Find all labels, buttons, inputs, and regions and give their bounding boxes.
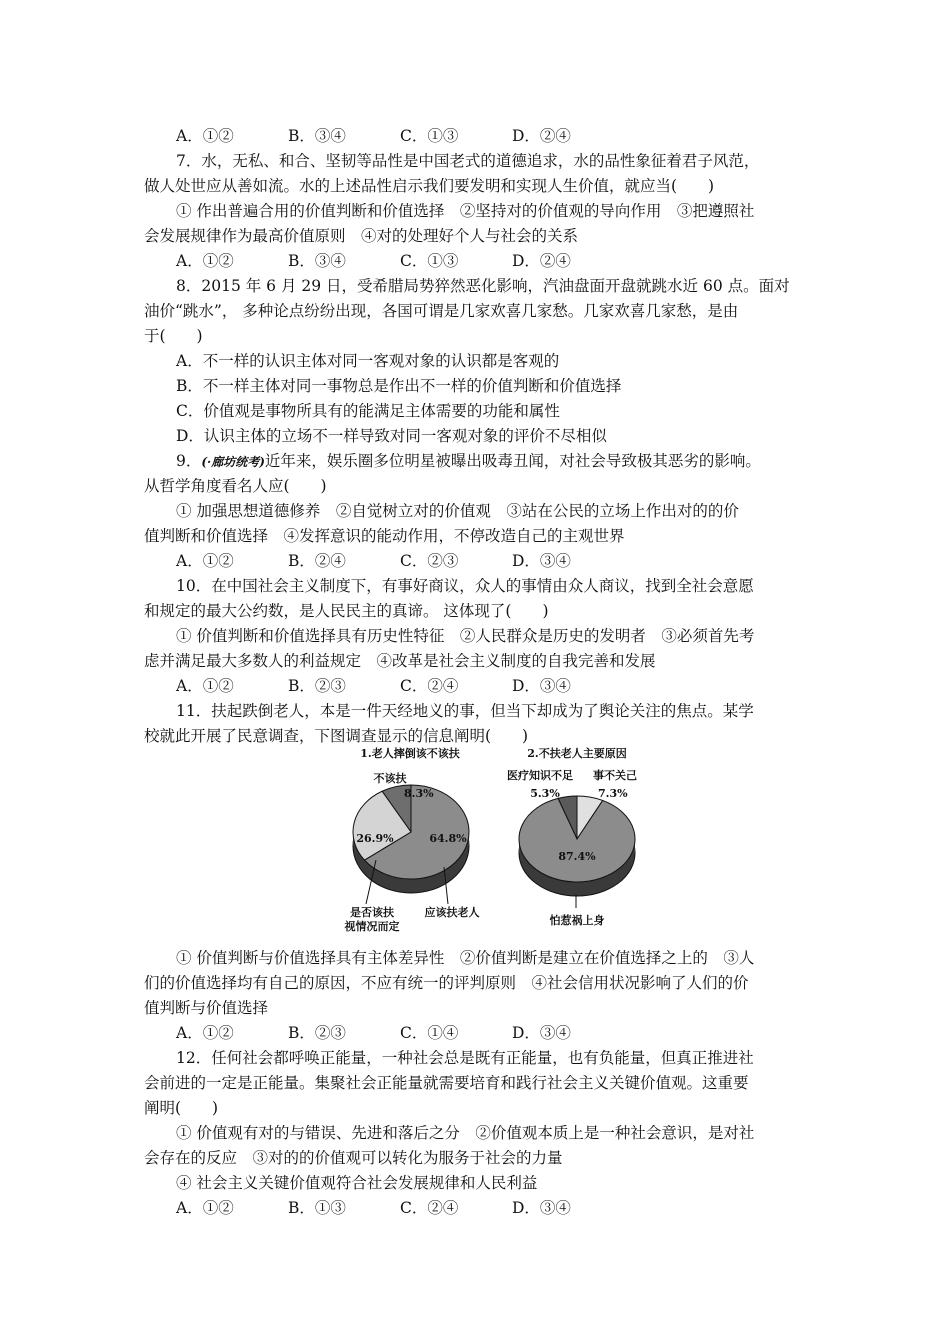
- q9-stem-first: 近年来，娱乐圈多位明星被曝出吸毒丑闻，对社会导致极其恶劣的影响。: [264, 452, 761, 470]
- q10-option-c: C．②④: [400, 677, 459, 695]
- pie1-label-depends-line2: 视情况而定: [344, 920, 400, 933]
- q10-stem-line-2: 和规定的最大公约数，是人民民主的真谛。 这体现了( ): [144, 602, 549, 620]
- q7-stem-line-1: 7．水，无私、和合、坚韧等品性是中国老式的道德追求，水的品性象征着君子风范，: [176, 152, 760, 170]
- q8-stem-line-1: 8．2015 年 6 月 29 日，受希腊局势猝然恶化影响，汽油盘面开盘就跳水近 60 点。面对: [176, 277, 790, 295]
- q8-choice-d: D．认识主体的立场不一样导致对同一客观对象的评价不尽相似: [176, 427, 607, 445]
- q8-choice-b: B．不一样主体对同一事物总是作出不一样的价值判断和价值选择: [176, 377, 622, 395]
- q10-options: [176, 674, 624, 699]
- pie2-value-fear: 87.4%: [558, 850, 596, 863]
- q11-statement-line-2: 们的价值选择均有自己的原因，不应有统一的评判原则 ④社会信用状况影响了人们的价: [144, 974, 749, 992]
- q12-options: [176, 1196, 624, 1221]
- q7-option-c: C．①③: [400, 252, 459, 270]
- q6-options: [176, 124, 624, 149]
- pie1-label-depends-line1: 是否该扶: [350, 906, 394, 919]
- q10-option-a: A．①②: [176, 677, 234, 695]
- q7-stem-line-2: 做人处世应从善如流。水的上述品性启示我们要发明和实现人生价值，就应当( ): [144, 177, 715, 195]
- q12-option-a: A．①②: [176, 1199, 234, 1217]
- q6-option-c: C．①③: [400, 127, 459, 145]
- pie2-label-notmine: 事不关己: [593, 769, 637, 782]
- survey-figure: [340, 742, 660, 934]
- q9-option-b: B．②④: [288, 552, 346, 570]
- q11-options: [176, 1021, 624, 1046]
- q6-option-d: D．②④: [512, 127, 571, 145]
- q12-option-b: B．①③: [288, 1199, 346, 1217]
- pie1-value-depends: 26.9%: [356, 832, 394, 845]
- q8-stem-line-2: 油价“跳水”， 多种论点纷纷出现，各国可谓是几家欢喜几家愁。几家欢喜几家愁，是由: [144, 302, 739, 320]
- q11-stem-line-2: 校就此开展了民意调查，下图调查显示的信息阐明( ): [144, 727, 529, 745]
- q9-statement-line-1: ① 加强思想道德修养 ②自觉树立对的价值观 ③站在公民的立场上作出对的的价: [176, 502, 739, 520]
- q7-statement-line-1: ① 作出普遍合用的价值判断和价值选择 ②坚持对的价值观的导向作用 ③把遵照社: [176, 202, 755, 220]
- q11-option-b: B．②③: [288, 1024, 346, 1042]
- pie1-value-bugaifu: 8.3%: [404, 787, 434, 800]
- q9-options: [176, 549, 624, 574]
- q6-option-a: A．①②: [176, 127, 234, 145]
- q12-option-d: D．③④: [512, 1199, 571, 1217]
- q12-statement-line-1: ① 价值观有对的与错误、先进和落后之分 ②价值观本质上是一种社会意识，是对社: [176, 1124, 755, 1142]
- q11-statement-line-1: ① 价值判断与价值选择具有主体差异性 ②价值判断是建立在价值选择之上的 ③人: [176, 949, 755, 967]
- pie2-label-fear: 怕惹祸上身: [549, 914, 605, 927]
- q10-stem-line-1: 10．在中国社会主义制度下，有事好商议，众人的事情由众人商议，找到全社会意愿: [176, 577, 754, 595]
- q10-option-b: B．②③: [288, 677, 346, 695]
- q12-stem-line-1: 12．任何社会都呼唤正能量，一种社会总是既有正能量，也有负能量，但真正推进社: [176, 1049, 754, 1067]
- q12-statement-line-3: ④ 社会主义关键价值观符合社会发展规律和人民利益: [176, 1174, 538, 1192]
- q10-option-d: D．③④: [512, 677, 571, 695]
- q9-option-a: A．①②: [176, 552, 234, 570]
- pie1-label-bugaifu: 不该扶: [373, 772, 407, 785]
- survey-pie-charts: [340, 742, 660, 934]
- pie2-value-medical: 5.3%: [530, 787, 560, 800]
- q11-stem-line-1: 11．扶起跌倒老人，本是一件天经地义的事，但当下却成为了舆论关注的焦点。某学: [176, 702, 754, 720]
- q10-statement-line-2: 虑并满足最大多数人的利益规定 ④改革是社会主义制度的自我完善和发展: [144, 652, 656, 670]
- q7-options: [176, 249, 624, 274]
- pie1-value-should: 64.8%: [429, 832, 467, 845]
- q8-stem-line-3: 于( ): [144, 327, 203, 345]
- q12-stem-line-2: 会前进的一定是正能量。集聚社会正能量就需要培育和践行社会主义关键价值观。这重要: [144, 1074, 749, 1092]
- q6-option-b: B．③④: [288, 127, 346, 145]
- q12-option-c: C．②④: [400, 1199, 459, 1217]
- q12-statement-line-2: 会存在的反应 ③对的的价值观可以转化为服务于社会的力量: [144, 1149, 563, 1167]
- pie2: [519, 796, 635, 896]
- q7-option-b: B．③④: [288, 252, 346, 270]
- q9-stem-line-2: 从哲学角度看名人应( ): [144, 477, 327, 495]
- q11-statement-line-3: 值判断与价值选择: [144, 999, 269, 1017]
- q8-choice-c: C．价值观是事物所具有的能满足主体需要的功能和属性: [176, 402, 560, 420]
- pie2-title: 2.不扶老人主要原因: [527, 747, 627, 760]
- pie2-value-notmine: 7.3%: [598, 787, 628, 800]
- q9-option-c: C．②③: [400, 552, 459, 570]
- q12-stem-line-3: 阐明( ): [144, 1099, 219, 1117]
- q7-option-a: A．①②: [176, 252, 234, 270]
- q11-option-a: A．①②: [176, 1024, 234, 1042]
- q7-option-d: D．②④: [512, 252, 571, 270]
- q9-stem-line-1: [176, 449, 809, 475]
- q10-statement-line-1: ① 价值判断和价值选择具有历史性特征 ②人民群众是历史的发明者 ③必须首先考: [176, 627, 755, 645]
- q9-number: 9．: [176, 452, 202, 470]
- pie1-label-should: 应该扶老人: [424, 906, 480, 919]
- q7-statement-line-2: 会发展规律作为最高价值原则 ④对的处理好个人与社会的关系: [144, 227, 579, 245]
- q9-statement-line-2: 值判断和价值选择 ④发挥意识的能动作用，不停改造自己的主观世界: [144, 527, 625, 545]
- q11-option-c: C．①④: [400, 1024, 459, 1042]
- pie2-label-medical: 医疗知识不足: [507, 769, 573, 782]
- q9-option-d: D．③④: [512, 552, 571, 570]
- q9-source: (·廊坊统考): [201, 455, 265, 469]
- pie1-title: 1.老人摔倒该不该扶: [360, 747, 460, 760]
- q11-option-d: D．③④: [512, 1024, 571, 1042]
- q8-choice-a: A．不一样的认识主体对同一客观对象的认识都是客观的: [176, 352, 560, 370]
